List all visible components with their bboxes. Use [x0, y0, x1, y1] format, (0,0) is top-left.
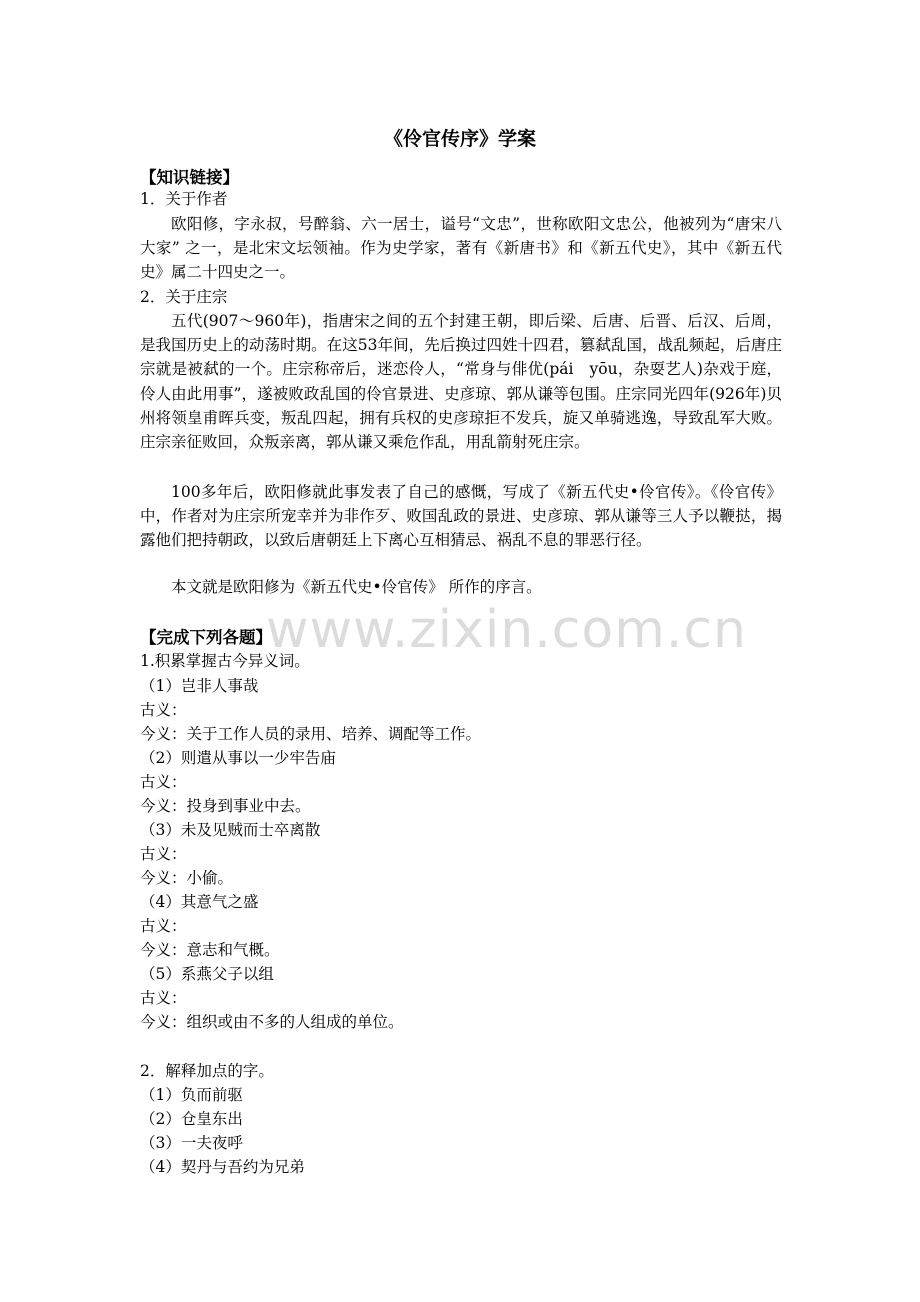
zhuangzong-paragraph-2: 100多年后，欧阳修就此事发表了自己的感慨，写成了《新五代史•伶官传》。《伶官传》中，作者对为庄宗所宠幸并为非作歹、败国乱政的景进、史彦琼、郭从谦等三人予以鞭挞，揭露他们把持朝政，以致后唐朝廷上下离心互相猜忌、祸乱不息的罪恶行径。: [140, 483, 782, 550]
q2-item-1: （1）负而前驱: [140, 1086, 243, 1104]
q3-modern-meaning: 今义：小偷。: [140, 869, 234, 887]
watermark: www.zixin.com.cn: [266, 600, 747, 660]
item-about-zhuangzong: 2．关于庄宗: [140, 288, 228, 306]
page-title: 《伶官传序》学案: [383, 128, 536, 150]
zhuangzong-paragraph-3: 本文就是欧阳修为《新五代史•伶官传》 所作的序言。: [171, 578, 542, 596]
author-paragraph: 欧阳修，字永叔，号醉翁、六一居士，谥号“文忠”，世称欧阳文忠公，他被列为“唐宋八大家” 之一，是北宋文坛领袖。作为史学家，著有《新唐书》和《新五代史》，其中《新五代史》属二十四史之一。: [140, 215, 782, 282]
question-2-title: 2．解释加点的字。: [140, 1062, 274, 1080]
q4-ancient-meaning: 古义：: [140, 917, 187, 935]
q5-modern-meaning: 今义：组织或由不多的人组成的单位。: [140, 1013, 404, 1031]
q2-phrase: （2）则遣从事以一少牢告庙: [140, 749, 336, 767]
q5-phrase: （5）系燕父子以组: [140, 965, 274, 983]
q4-modern-meaning: 今义：意志和气概。: [140, 941, 280, 959]
section-heading-knowledge: 【知识链接】: [140, 168, 239, 187]
q1-modern-meaning: 今义：关于工作人员的录用、培养、调配等工作。: [140, 725, 482, 743]
q4-phrase: （4）其意气之盛: [140, 893, 259, 911]
q1-phrase: （1）岂非人事哉: [140, 677, 259, 695]
q3-phrase: （3）未及见贼而士卒离散: [140, 821, 321, 839]
q1-ancient-meaning: 古义：: [140, 701, 187, 719]
q2-item-3: （3）一夫夜呼: [140, 1134, 243, 1152]
question-1-title: 1.积累掌握古今异义词。: [140, 652, 310, 670]
item-about-author: 1．关于作者: [140, 190, 228, 208]
q2-ancient-meaning: 古义：: [140, 773, 187, 791]
q2-modern-meaning: 今义：投身到事业中去。: [140, 797, 311, 815]
q2-item-4: （4）契丹与吾约为兄弟: [140, 1158, 305, 1176]
q5-ancient-meaning: 古义：: [140, 989, 187, 1007]
zhuangzong-paragraph-1: 五代(907～960年)，指唐宋之间的五个封建王朝，即后梁、后唐、后晋、后汉、后周，是我国历史上的动荡时期。在这53年间，先后换过四姓十四君，篡弑乱国，战乱频起，后唐庄宗就是被弑的一个。庄宗称帝后，迷恋伶人，“常身与俳优(pái yōu，杂耍艺人)杂戏于庭，伶人由此用事”，遂被败政乱国的伶官景进、史彦琼、郭从谦等包围。庄宗同光四年(926年)贝州将领皇甫晖兵变，叛乱四起，拥有兵权的史彦琼拒不发兵，旋又单骑逃逸，导致乱军大败。庄宗亲征败回，众叛亲离，郭从谦又乘危作乱，用乱箭射死庄宗。: [140, 312, 782, 452]
section-heading-exercises: 【完成下列各题】: [140, 628, 272, 647]
q3-ancient-meaning: 古义：: [140, 845, 187, 863]
q2-item-2: （2）仓皇东出: [140, 1110, 243, 1128]
